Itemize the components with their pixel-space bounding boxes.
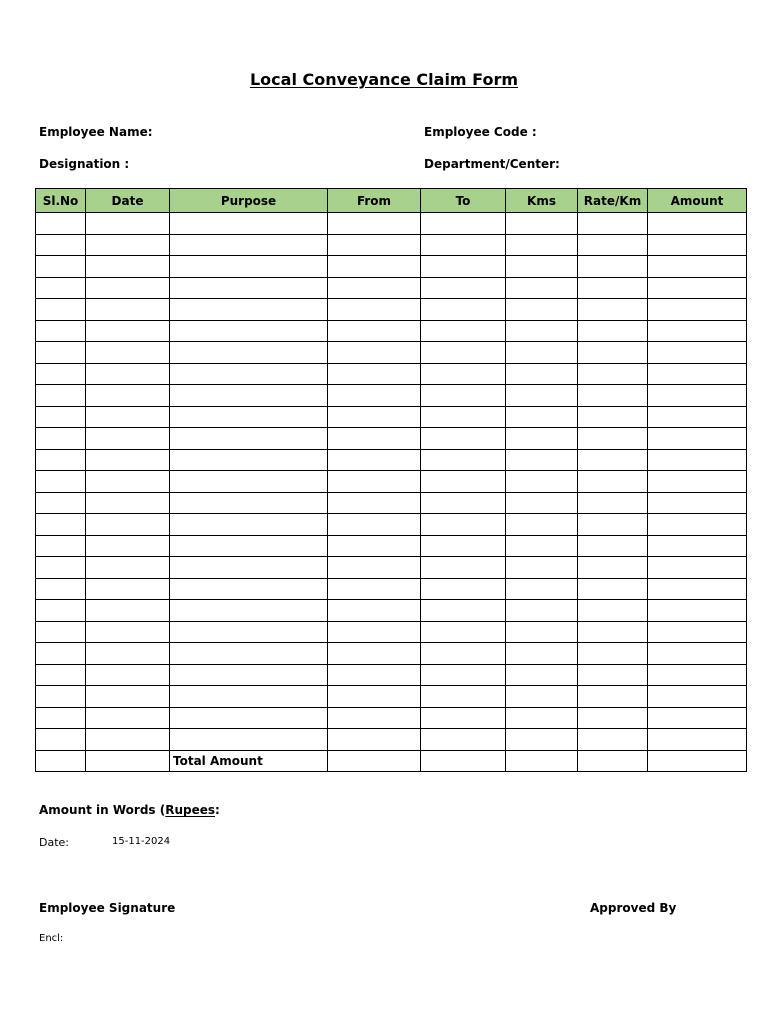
department-label: Department/Center: bbox=[424, 157, 560, 171]
sl-no-cell[interactable] bbox=[36, 707, 86, 729]
amount-cell[interactable] bbox=[648, 600, 747, 622]
table-row bbox=[36, 535, 747, 557]
purpose-cell[interactable] bbox=[170, 729, 328, 751]
purpose-cell[interactable] bbox=[170, 514, 328, 536]
to-cell[interactable] bbox=[421, 342, 506, 364]
kms-cell[interactable] bbox=[506, 707, 578, 729]
rate-per-km-cell[interactable] bbox=[578, 664, 648, 686]
to-cell[interactable] bbox=[421, 385, 506, 407]
rate-per-km-cell[interactable] bbox=[578, 621, 648, 643]
date-value: 15-11-2024 bbox=[112, 836, 171, 847]
date-cell[interactable] bbox=[86, 664, 170, 686]
amount-cell[interactable] bbox=[648, 492, 747, 514]
column-header-kms: Kms bbox=[506, 189, 578, 213]
purpose-cell[interactable] bbox=[170, 449, 328, 471]
table-row bbox=[36, 234, 747, 256]
date-cell[interactable] bbox=[86, 514, 170, 536]
amount-cell[interactable] bbox=[648, 643, 747, 665]
from-cell[interactable] bbox=[328, 686, 421, 708]
total-amount-cell[interactable] bbox=[648, 750, 747, 772]
kms-cell[interactable] bbox=[506, 578, 578, 600]
table-row bbox=[36, 643, 747, 665]
kms-cell[interactable] bbox=[506, 621, 578, 643]
rate-per-km-cell[interactable] bbox=[578, 643, 648, 665]
sl-no-cell[interactable] bbox=[36, 729, 86, 751]
amount-cell[interactable] bbox=[648, 578, 747, 600]
purpose-cell[interactable] bbox=[170, 492, 328, 514]
amount-in-words-currency: Rupees bbox=[165, 803, 216, 817]
from-cell[interactable] bbox=[328, 234, 421, 256]
kms-cell[interactable] bbox=[506, 213, 578, 235]
amount-cell[interactable] bbox=[648, 471, 747, 493]
table-row bbox=[36, 342, 747, 364]
sl-no-cell[interactable] bbox=[36, 342, 86, 364]
date-cell[interactable] bbox=[86, 256, 170, 278]
amount-cell[interactable] bbox=[648, 277, 747, 299]
to-cell[interactable] bbox=[421, 535, 506, 557]
rate-per-km-cell[interactable] bbox=[578, 363, 648, 385]
total-row bbox=[36, 750, 747, 772]
table-row bbox=[36, 213, 747, 235]
to-cell[interactable] bbox=[421, 686, 506, 708]
table-row bbox=[36, 664, 747, 686]
to-cell[interactable] bbox=[421, 428, 506, 450]
from-cell[interactable] bbox=[328, 600, 421, 622]
to-cell[interactable] bbox=[421, 277, 506, 299]
amount-in-words-prefix: Amount in Words ( bbox=[39, 803, 166, 817]
to-cell[interactable] bbox=[421, 707, 506, 729]
sl-no-cell[interactable] bbox=[36, 621, 86, 643]
date-cell[interactable] bbox=[86, 578, 170, 600]
date-cell[interactable] bbox=[86, 557, 170, 579]
kms-cell[interactable] bbox=[506, 449, 578, 471]
sl-no-cell[interactable] bbox=[36, 578, 86, 600]
purpose-cell[interactable] bbox=[170, 471, 328, 493]
table-row bbox=[36, 320, 747, 342]
from-cell[interactable] bbox=[328, 707, 421, 729]
amount-cell[interactable] bbox=[648, 664, 747, 686]
table-row bbox=[36, 471, 747, 493]
sl-no-cell[interactable] bbox=[36, 363, 86, 385]
date-cell[interactable] bbox=[86, 621, 170, 643]
date-cell[interactable] bbox=[86, 320, 170, 342]
from-cell[interactable] bbox=[328, 277, 421, 299]
rate-per-km-cell[interactable] bbox=[578, 213, 648, 235]
amount-cell[interactable] bbox=[648, 256, 747, 278]
date-cell[interactable] bbox=[86, 299, 170, 321]
date-cell[interactable] bbox=[86, 342, 170, 364]
table-row bbox=[36, 299, 747, 321]
table-row bbox=[36, 406, 747, 428]
kms-cell[interactable] bbox=[506, 664, 578, 686]
rate-per-km-cell[interactable] bbox=[578, 385, 648, 407]
to-cell[interactable] bbox=[421, 621, 506, 643]
to-cell[interactable] bbox=[421, 320, 506, 342]
total-cell[interactable] bbox=[578, 750, 648, 772]
kms-cell[interactable] bbox=[506, 471, 578, 493]
purpose-cell[interactable] bbox=[170, 234, 328, 256]
column-header-rate-per-km: Rate/Km bbox=[578, 189, 648, 213]
purpose-cell[interactable] bbox=[170, 320, 328, 342]
date-cell[interactable] bbox=[86, 449, 170, 471]
from-cell[interactable] bbox=[328, 385, 421, 407]
column-header-amount: Amount bbox=[648, 189, 747, 213]
purpose-cell[interactable] bbox=[170, 256, 328, 278]
rate-per-km-cell[interactable] bbox=[578, 557, 648, 579]
kms-cell[interactable] bbox=[506, 406, 578, 428]
to-cell[interactable] bbox=[421, 729, 506, 751]
sl-no-cell[interactable] bbox=[36, 213, 86, 235]
kms-cell[interactable] bbox=[506, 385, 578, 407]
sl-no-cell[interactable] bbox=[36, 256, 86, 278]
sl-no-cell[interactable] bbox=[36, 299, 86, 321]
amount-cell[interactable] bbox=[648, 234, 747, 256]
kms-cell[interactable] bbox=[506, 535, 578, 557]
kms-cell[interactable] bbox=[506, 234, 578, 256]
to-cell[interactable] bbox=[421, 256, 506, 278]
to-cell[interactable] bbox=[421, 449, 506, 471]
kms-cell[interactable] bbox=[506, 492, 578, 514]
from-cell[interactable] bbox=[328, 492, 421, 514]
purpose-cell[interactable] bbox=[170, 621, 328, 643]
kms-cell[interactable] bbox=[506, 643, 578, 665]
sl-no-cell[interactable] bbox=[36, 600, 86, 622]
rate-per-km-cell[interactable] bbox=[578, 686, 648, 708]
column-header-from: From bbox=[328, 189, 421, 213]
rate-per-km-cell[interactable] bbox=[578, 406, 648, 428]
date-cell[interactable] bbox=[86, 729, 170, 751]
sl-no-cell[interactable] bbox=[36, 557, 86, 579]
total-kms-cell[interactable] bbox=[506, 750, 578, 772]
from-cell[interactable] bbox=[328, 514, 421, 536]
purpose-cell[interactable] bbox=[170, 428, 328, 450]
rate-per-km-cell[interactable] bbox=[578, 600, 648, 622]
table-row bbox=[36, 363, 747, 385]
column-header-to: To bbox=[421, 189, 506, 213]
total-cell[interactable] bbox=[421, 750, 506, 772]
enclosure-label: Encl: bbox=[39, 933, 64, 944]
amount-cell[interactable] bbox=[648, 686, 747, 708]
table-header-row bbox=[36, 189, 747, 213]
date-cell[interactable] bbox=[86, 471, 170, 493]
table-row bbox=[36, 449, 747, 471]
purpose-cell[interactable] bbox=[170, 643, 328, 665]
date-cell[interactable] bbox=[86, 363, 170, 385]
kms-cell[interactable] bbox=[506, 277, 578, 299]
kms-cell[interactable] bbox=[506, 729, 578, 751]
purpose-cell[interactable] bbox=[170, 299, 328, 321]
designation-label: Designation : bbox=[39, 157, 130, 171]
sl-no-cell[interactable] bbox=[36, 471, 86, 493]
date-cell[interactable] bbox=[86, 213, 170, 235]
purpose-cell[interactable] bbox=[170, 707, 328, 729]
from-cell[interactable] bbox=[328, 256, 421, 278]
to-cell[interactable] bbox=[421, 643, 506, 665]
sl-no-cell[interactable] bbox=[36, 428, 86, 450]
total-cell[interactable] bbox=[36, 750, 86, 772]
rate-per-km-cell[interactable] bbox=[578, 707, 648, 729]
sl-no-cell[interactable] bbox=[36, 664, 86, 686]
to-cell[interactable] bbox=[421, 299, 506, 321]
from-cell[interactable] bbox=[328, 428, 421, 450]
rate-per-km-cell[interactable] bbox=[578, 449, 648, 471]
date-cell[interactable] bbox=[86, 600, 170, 622]
kms-cell[interactable] bbox=[506, 514, 578, 536]
date-cell[interactable] bbox=[86, 535, 170, 557]
employee-name-label: Employee Name: bbox=[39, 125, 153, 139]
to-cell[interactable] bbox=[421, 514, 506, 536]
sl-no-cell[interactable] bbox=[36, 449, 86, 471]
to-cell[interactable] bbox=[421, 471, 506, 493]
rate-per-km-cell[interactable] bbox=[578, 492, 648, 514]
total-cell[interactable] bbox=[328, 750, 421, 772]
column-header-purpose: Purpose bbox=[170, 189, 328, 213]
amount-cell[interactable] bbox=[648, 428, 747, 450]
from-cell[interactable] bbox=[328, 449, 421, 471]
amount-cell[interactable] bbox=[648, 342, 747, 364]
table-row bbox=[36, 621, 747, 643]
to-cell[interactable] bbox=[421, 406, 506, 428]
table-row bbox=[36, 578, 747, 600]
from-cell[interactable] bbox=[328, 621, 421, 643]
rate-per-km-cell[interactable] bbox=[578, 320, 648, 342]
rate-per-km-cell[interactable] bbox=[578, 729, 648, 751]
table-row bbox=[36, 492, 747, 514]
sl-no-cell[interactable] bbox=[36, 320, 86, 342]
amount-cell[interactable] bbox=[648, 213, 747, 235]
rate-per-km-cell[interactable] bbox=[578, 299, 648, 321]
amount-cell[interactable] bbox=[648, 514, 747, 536]
amount-cell[interactable] bbox=[648, 299, 747, 321]
rate-per-km-cell[interactable] bbox=[578, 342, 648, 364]
sl-no-cell[interactable] bbox=[36, 514, 86, 536]
kms-cell[interactable] bbox=[506, 256, 578, 278]
date-cell[interactable] bbox=[86, 492, 170, 514]
from-cell[interactable] bbox=[328, 557, 421, 579]
claim-table-body bbox=[36, 213, 747, 772]
column-header-sl-no: Sl.No bbox=[36, 189, 86, 213]
rate-per-km-cell[interactable] bbox=[578, 578, 648, 600]
kms-cell[interactable] bbox=[506, 600, 578, 622]
rate-per-km-cell[interactable] bbox=[578, 428, 648, 450]
amount-in-words-suffix: : bbox=[215, 803, 220, 817]
date-cell[interactable] bbox=[86, 277, 170, 299]
date-cell[interactable] bbox=[86, 643, 170, 665]
purpose-cell[interactable] bbox=[170, 686, 328, 708]
to-cell[interactable] bbox=[421, 664, 506, 686]
from-cell[interactable] bbox=[328, 664, 421, 686]
total-cell[interactable] bbox=[86, 750, 170, 772]
to-cell[interactable] bbox=[421, 363, 506, 385]
date-cell[interactable] bbox=[86, 385, 170, 407]
from-cell[interactable] bbox=[328, 643, 421, 665]
kms-cell[interactable] bbox=[506, 320, 578, 342]
purpose-cell[interactable] bbox=[170, 385, 328, 407]
amount-cell[interactable] bbox=[648, 707, 747, 729]
to-cell[interactable] bbox=[421, 557, 506, 579]
to-cell[interactable] bbox=[421, 578, 506, 600]
kms-cell[interactable] bbox=[506, 363, 578, 385]
from-cell[interactable] bbox=[328, 299, 421, 321]
purpose-cell[interactable] bbox=[170, 578, 328, 600]
table-row bbox=[36, 729, 747, 751]
kms-cell[interactable] bbox=[506, 686, 578, 708]
date-cell[interactable] bbox=[86, 428, 170, 450]
sl-no-cell[interactable] bbox=[36, 406, 86, 428]
table-row bbox=[36, 277, 747, 299]
sl-no-cell[interactable] bbox=[36, 492, 86, 514]
kms-cell[interactable] bbox=[506, 428, 578, 450]
approved-by-label: Approved By bbox=[590, 901, 677, 915]
date-label: Date: bbox=[39, 836, 69, 849]
from-cell[interactable] bbox=[328, 213, 421, 235]
from-cell[interactable] bbox=[328, 320, 421, 342]
sl-no-cell[interactable] bbox=[36, 385, 86, 407]
purpose-cell[interactable] bbox=[170, 600, 328, 622]
date-cell[interactable] bbox=[86, 707, 170, 729]
purpose-cell[interactable] bbox=[170, 213, 328, 235]
rate-per-km-cell[interactable] bbox=[578, 471, 648, 493]
rate-per-km-cell[interactable] bbox=[578, 256, 648, 278]
purpose-cell[interactable] bbox=[170, 277, 328, 299]
form-title: Local Conveyance Claim Form bbox=[249, 70, 519, 89]
table-row bbox=[36, 428, 747, 450]
from-cell[interactable] bbox=[328, 729, 421, 751]
table-row bbox=[36, 557, 747, 579]
sl-no-cell[interactable] bbox=[36, 234, 86, 256]
claim-table bbox=[35, 188, 747, 772]
sl-no-cell[interactable] bbox=[36, 535, 86, 557]
purpose-cell[interactable] bbox=[170, 342, 328, 364]
purpose-cell[interactable] bbox=[170, 535, 328, 557]
column-header-date: Date bbox=[86, 189, 170, 213]
kms-cell[interactable] bbox=[506, 557, 578, 579]
table-row bbox=[36, 385, 747, 407]
amount-cell[interactable] bbox=[648, 729, 747, 751]
from-cell[interactable] bbox=[328, 342, 421, 364]
kms-cell[interactable] bbox=[506, 342, 578, 364]
purpose-cell[interactable] bbox=[170, 363, 328, 385]
amount-in-words-label bbox=[39, 803, 220, 817]
purpose-cell[interactable] bbox=[170, 557, 328, 579]
rate-per-km-cell[interactable] bbox=[578, 535, 648, 557]
amount-cell[interactable] bbox=[648, 385, 747, 407]
amount-cell[interactable] bbox=[648, 363, 747, 385]
to-cell[interactable] bbox=[421, 213, 506, 235]
kms-cell[interactable] bbox=[506, 299, 578, 321]
purpose-cell[interactable] bbox=[170, 406, 328, 428]
from-cell[interactable] bbox=[328, 363, 421, 385]
from-cell[interactable] bbox=[328, 578, 421, 600]
amount-cell[interactable] bbox=[648, 449, 747, 471]
date-cell[interactable] bbox=[86, 406, 170, 428]
to-cell[interactable] bbox=[421, 492, 506, 514]
amount-cell[interactable] bbox=[648, 621, 747, 643]
sl-no-cell[interactable] bbox=[36, 686, 86, 708]
purpose-cell[interactable] bbox=[170, 664, 328, 686]
amount-cell[interactable] bbox=[648, 557, 747, 579]
from-cell[interactable] bbox=[328, 471, 421, 493]
from-cell[interactable] bbox=[328, 406, 421, 428]
total-amount-label: Total Amount bbox=[170, 750, 328, 772]
amount-cell[interactable] bbox=[648, 320, 747, 342]
to-cell[interactable] bbox=[421, 600, 506, 622]
table-row bbox=[36, 514, 747, 536]
table-row bbox=[36, 707, 747, 729]
employee-signature-label: Employee Signature bbox=[39, 901, 176, 915]
amount-cell[interactable] bbox=[648, 406, 747, 428]
date-cell[interactable] bbox=[86, 686, 170, 708]
rate-per-km-cell[interactable] bbox=[578, 234, 648, 256]
sl-no-cell[interactable] bbox=[36, 277, 86, 299]
amount-cell[interactable] bbox=[648, 535, 747, 557]
rate-per-km-cell[interactable] bbox=[578, 514, 648, 536]
date-cell[interactable] bbox=[86, 234, 170, 256]
from-cell[interactable] bbox=[328, 535, 421, 557]
table-row bbox=[36, 686, 747, 708]
table-row bbox=[36, 256, 747, 278]
to-cell[interactable] bbox=[421, 234, 506, 256]
table-row bbox=[36, 600, 747, 622]
sl-no-cell[interactable] bbox=[36, 643, 86, 665]
employee-code-label: Employee Code : bbox=[424, 125, 537, 139]
rate-per-km-cell[interactable] bbox=[578, 277, 648, 299]
